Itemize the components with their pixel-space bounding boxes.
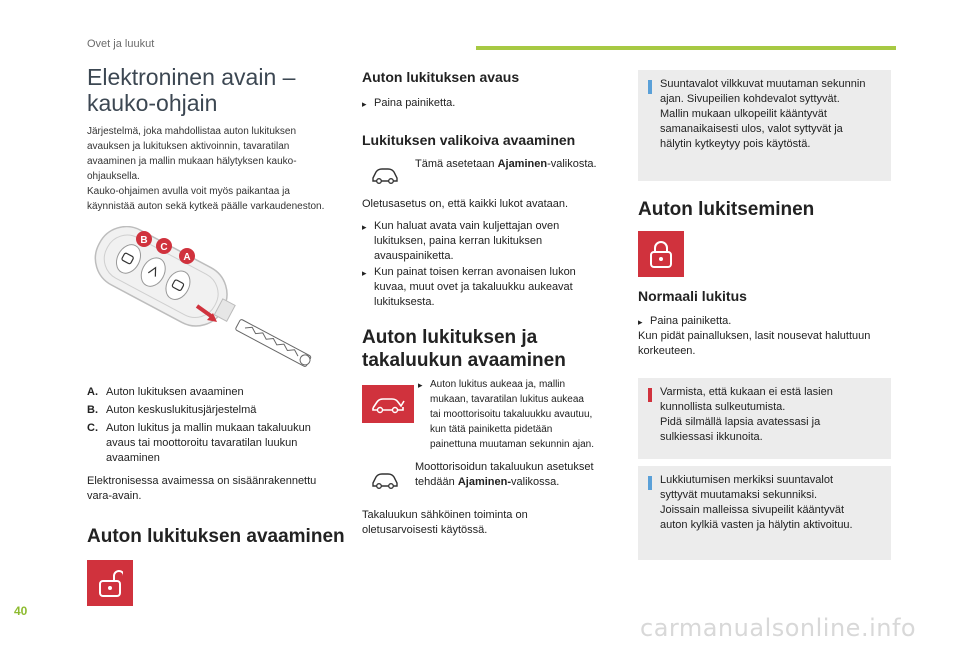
arrow-bullet-icon: ▸ [418, 380, 423, 390]
legend-text: avaaminen [106, 452, 160, 464]
step-text: kun tätä painiketta pidetään [430, 424, 553, 435]
info-line: Suuntavalot vilkkuvat muutaman sekunnin [660, 78, 866, 90]
title-line-1: Elektroninen avain – [87, 64, 296, 90]
emergency-key-line: vara-avain. [87, 490, 142, 502]
trunk-unlock-heading [362, 326, 566, 372]
setting-suffix: valikossa. [511, 476, 560, 488]
info-text [660, 77, 888, 152]
info-line: Lukkiutumisen merkiksi suuntavalot [660, 474, 834, 486]
info-icon [648, 476, 652, 490]
step-text: Paina painiketta. [650, 315, 732, 327]
car-outline-icon [367, 160, 403, 190]
setting-suffix: -valikosta. [547, 158, 597, 170]
step-text: Kun painat toisen kerran avonaisen lukon [374, 266, 576, 278]
intro-line: avauksen ja lukituksen aktivoinnin, tavaratilan [87, 141, 290, 152]
page-number: 40 [14, 604, 28, 618]
text-line: Takaluukun sähköinen toiminta on [362, 509, 528, 521]
unlock-subheading: Auton lukituksen avaus [362, 69, 520, 85]
setting-line: Moottorisoidun takaluukun asetukset [415, 461, 594, 473]
step-text: tai moottorisoitu takaluukku avautuu, [430, 409, 593, 420]
key-legend [87, 385, 347, 469]
setting-prefix: tehdään [415, 476, 458, 488]
info-line: syttyvät muutamaksi sekunniksi. [660, 489, 818, 501]
intro-line: käynnistää auton sekä kytkeä päälle varkaudeneston. [87, 201, 325, 212]
step-text: mukaan, tavaratilan lukitus aukeaa [430, 394, 584, 405]
intro-line: Järjestelmä, joka mahdollistaa auton lukituksen [87, 126, 296, 137]
car-trunk-icon [362, 385, 414, 423]
info-line: auton kylkiä vasten ja hälytin aktivoituu. [660, 519, 853, 531]
text-line: oletusarvoisesti käytössä. [362, 524, 488, 536]
warning-line: sulkiessasi ikkunoita. [660, 431, 763, 443]
legend-text: Auton lukitus ja mallin mukaan takaluukun [106, 422, 311, 434]
legend-key: C. [87, 422, 98, 434]
warning-line: kunnollista sulkeutumista. [660, 401, 786, 413]
legend-text: Auton lukituksen avaaminen [106, 386, 244, 398]
legend-key: B. [87, 404, 98, 416]
arrow-bullet-icon: ▸ [362, 268, 367, 278]
info-box-unlock [638, 70, 891, 181]
label-b: B [140, 235, 148, 246]
electric-trunk-text [362, 508, 622, 538]
legend-item-b [87, 403, 347, 418]
intro-line: Kauko-ohjaimen avulla voit myös paikantaa ja [87, 186, 290, 197]
intro-paragraph [87, 124, 352, 214]
trunk-step [418, 377, 628, 452]
arrow-bullet-icon: ▸ [638, 317, 643, 327]
legend-text: avaus tai moottoroitu tavaratilan luukun [106, 437, 298, 449]
legend-item-c [87, 421, 347, 466]
car-outline-icon [367, 465, 403, 495]
info-line: ajan. Sivupeilien kohdevalot syttyvät. [660, 93, 840, 105]
step-text: avauspainiketta. [374, 250, 454, 262]
step-text: lukituksesta. [374, 296, 435, 308]
key-illustration [87, 226, 342, 376]
step-text: lukituksen, paina kerran lukituksen [374, 235, 543, 247]
warning-text [660, 385, 888, 445]
info-line: Joissain malleissa sivupeilit kääntyvät [660, 504, 845, 516]
padlock-open-icon [87, 560, 133, 606]
emergency-key-line: Elektronisessa avaimessa on sisäänrakennettu [87, 475, 317, 487]
other-doors-step [362, 265, 624, 310]
step-text: Auton lukitus aukeaa ja, mallin [430, 379, 566, 390]
step-text: kuvaa, muut ovet ja takaluukku aukeavat [374, 281, 573, 293]
info-text [660, 473, 888, 533]
info-line: Mallin mukaan ulkopeilit kääntyvät [660, 108, 827, 120]
warning-box [638, 378, 891, 459]
step-text: Kun haluat avata vain kuljettajan oven [374, 220, 560, 232]
main-title [87, 64, 347, 116]
label-c: C [160, 242, 168, 253]
setting-prefix: Tämä asetetaan [415, 158, 498, 170]
info-line: samanaikaisesti ulos, valot syttyvät ja [660, 123, 843, 135]
lock-press-step [638, 314, 898, 330]
title-line-2: kauko-ohjain [87, 90, 218, 116]
step-text: painettuna muutaman sekunnin ajan. [430, 439, 595, 450]
press-button-step [362, 96, 622, 112]
section-title: Ovet ja luukut [87, 38, 155, 50]
header-accent-bar [476, 46, 896, 50]
default-setting-text: Oletusasetus on, että kaikki lukot avataan. [362, 198, 569, 210]
warning-icon [648, 388, 652, 402]
arrow-bullet-icon: ▸ [362, 99, 367, 109]
setting-menu-name: Ajaminen- [457, 476, 512, 488]
intro-line: ohjauksella. [87, 171, 140, 182]
legend-text: Auton keskuslukitusjärjestelmä [106, 404, 257, 416]
normal-lock-heading: Normaali lukitus [638, 288, 747, 304]
heading-line: takaluukun avaaminen [362, 350, 566, 371]
info-line: hälytin kytkeytyy pois käytöstä. [660, 138, 811, 150]
setting-menu-name: Ajaminen [497, 158, 548, 170]
intro-line: avaaminen ja mallin mukaan hälytyksen kauko- [87, 156, 297, 167]
info-box-lock [638, 466, 891, 560]
text-line: korkeuteen. [638, 345, 696, 357]
warning-line: Pidä silmällä lapsia avatessasi ja [660, 416, 821, 428]
driver-door-step [362, 219, 624, 264]
selective-setting-text [415, 157, 620, 172]
unlock-heading: Auton lukituksen avaaminen [87, 526, 345, 547]
hold-text [638, 329, 898, 359]
warning-line: Varmista, että kukaan ei estä lasien [660, 386, 833, 398]
trunk-setting-text [415, 460, 625, 490]
step-text: Paina painiketta. [374, 97, 456, 109]
legend-item-a [87, 385, 347, 400]
info-icon [648, 80, 652, 94]
emergency-key-text [87, 474, 349, 504]
heading-line: Auton lukituksen ja [362, 327, 538, 348]
text-line: Kun pidät painalluksen, lasit nousevat haluttuun [638, 330, 871, 342]
arrow-bullet-icon: ▸ [362, 222, 367, 232]
label-a: A [183, 252, 191, 263]
selective-unlock-heading: Lukituksen valikoiva avaaminen [362, 132, 576, 148]
legend-key: A. [87, 386, 98, 398]
padlock-closed-icon [638, 231, 684, 277]
watermark: carmanualsonline.info [640, 614, 917, 642]
lock-heading: Auton lukitseminen [638, 199, 815, 220]
